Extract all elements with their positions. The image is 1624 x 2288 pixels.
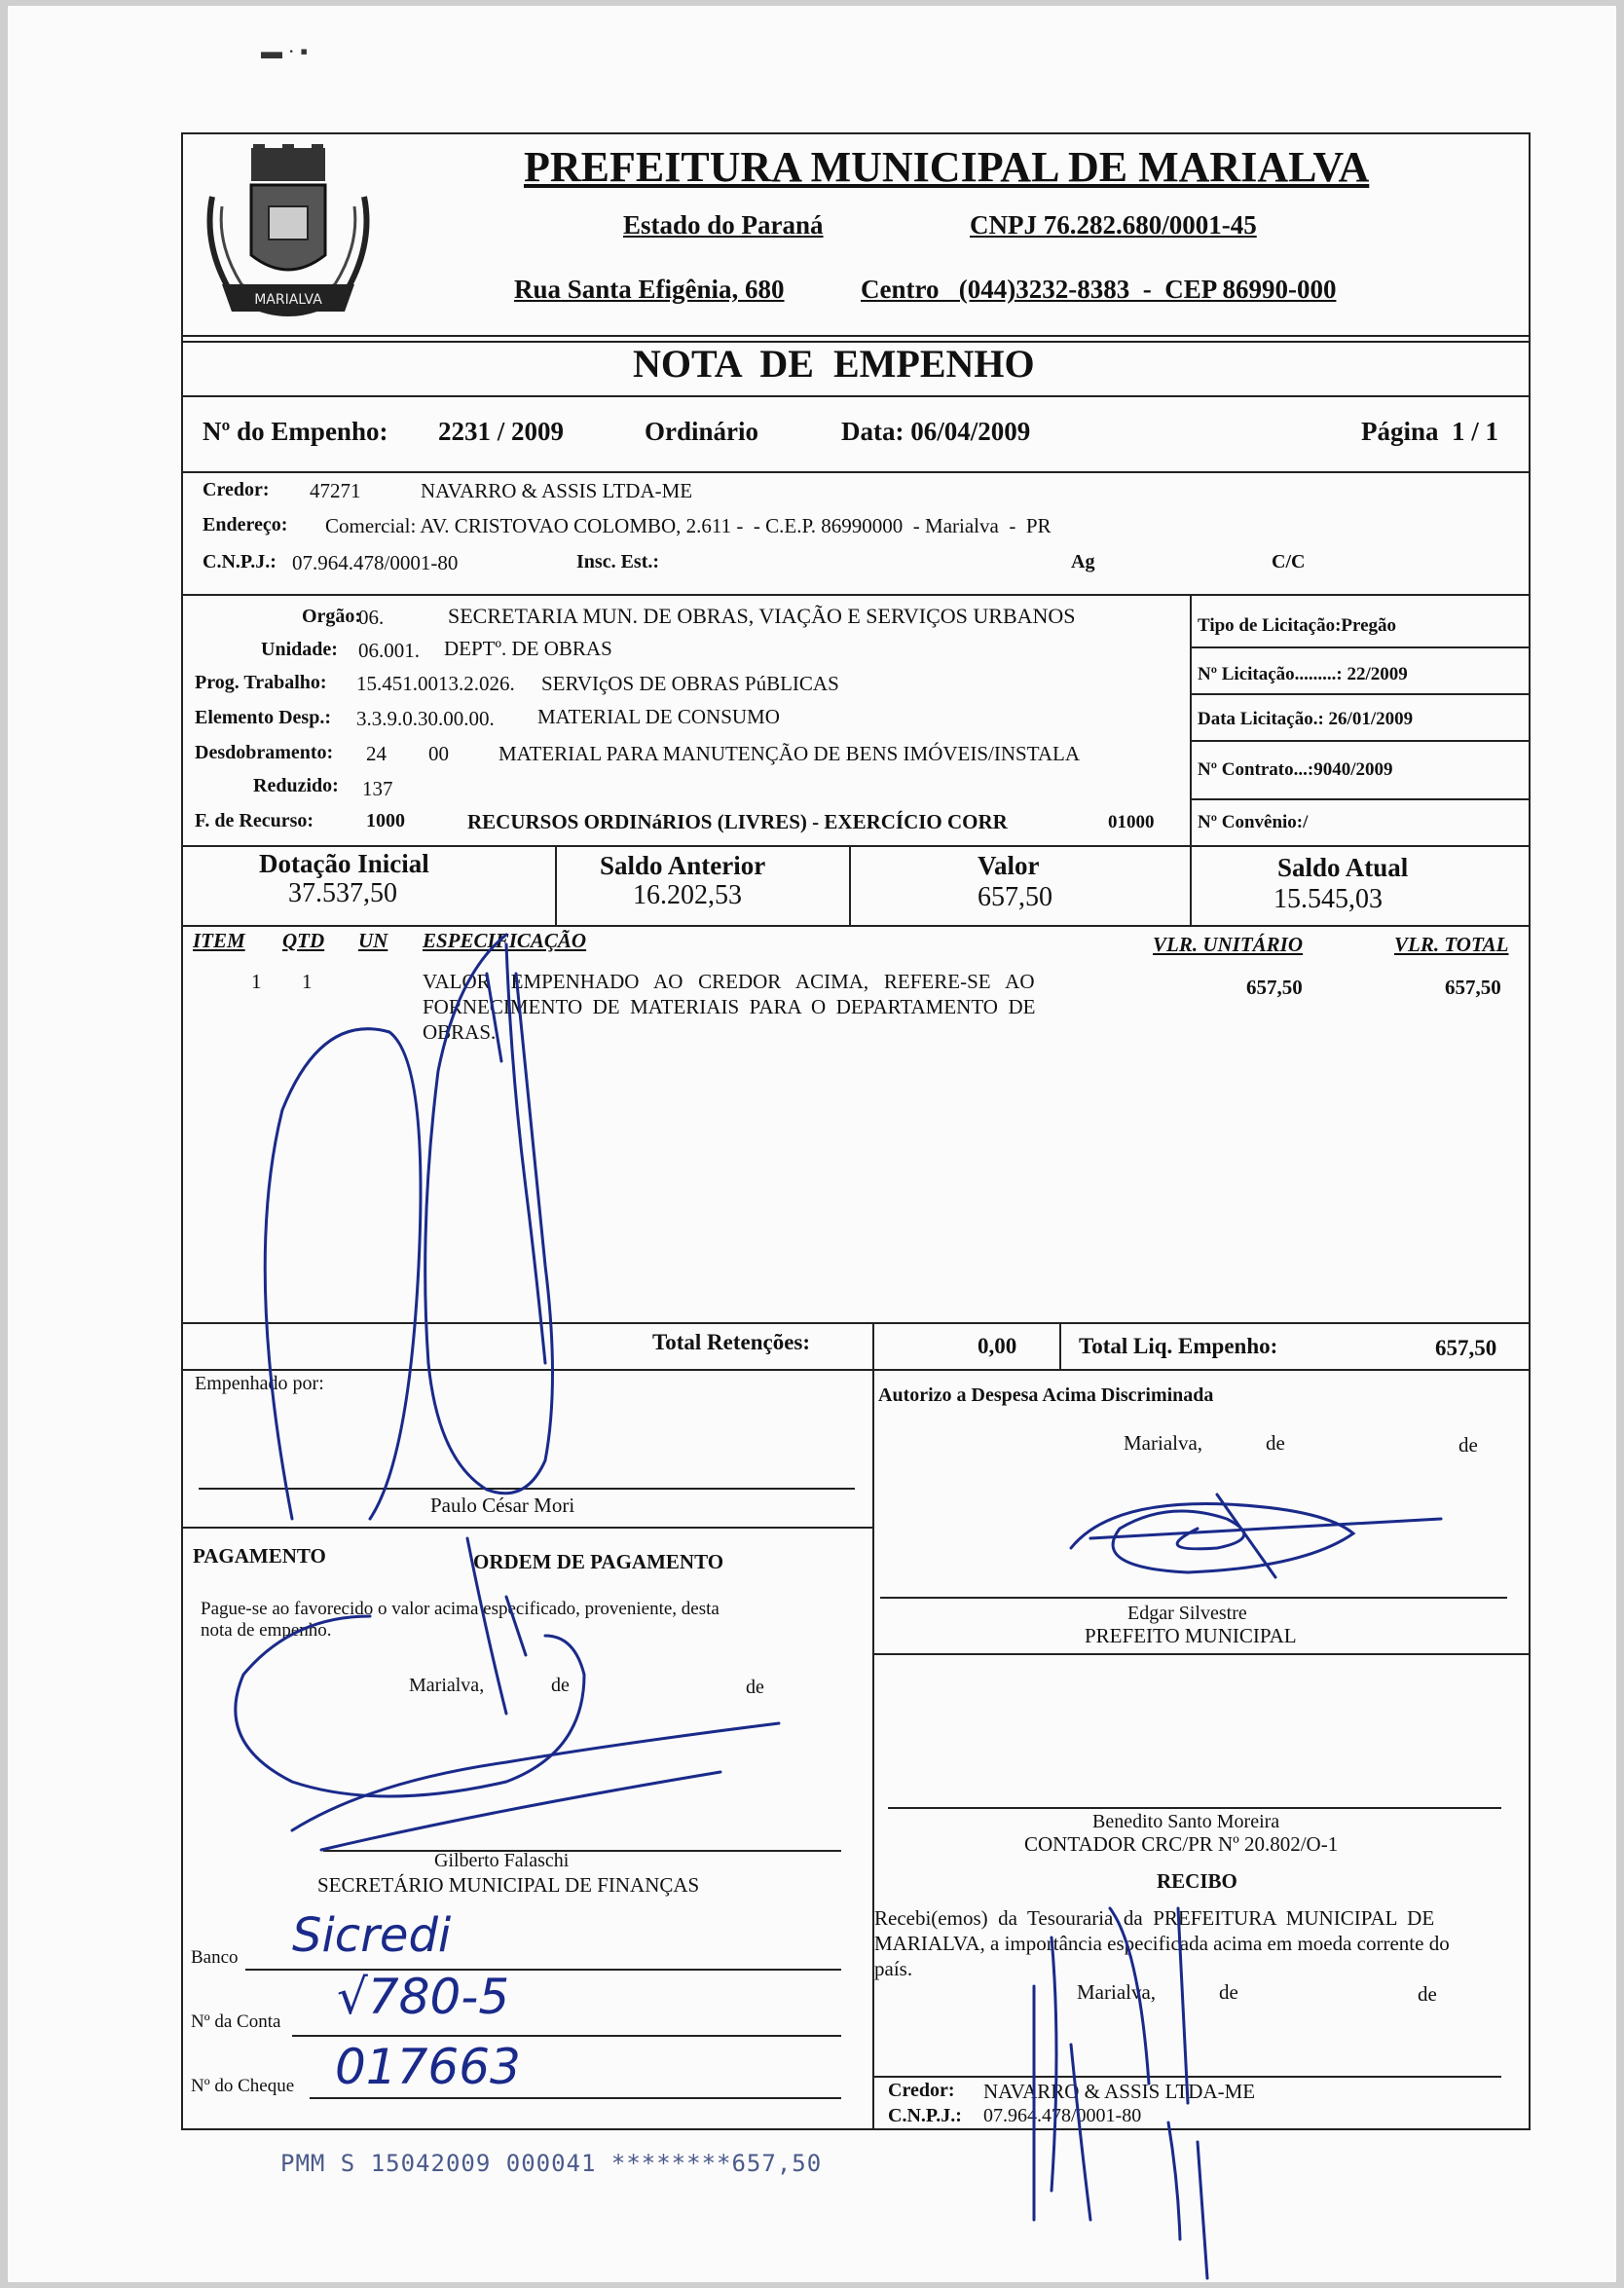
orgao-name: SECRETARIA MUN. DE OBRAS, VIAÇÃO E SERVIÇOS URBANOS	[448, 604, 1076, 628]
insc-label: Insc. Est.:	[576, 551, 660, 572]
prog-code: 15.451.0013.2.026.	[356, 672, 515, 695]
conta-label: Nº da Conta	[191, 2011, 281, 2032]
banco-value: Sicredi	[292, 1908, 452, 1963]
recurso-sub: 01000	[1108, 812, 1155, 832]
empenho-date: Data: 06/04/2009	[841, 417, 1031, 446]
empenhado-name: Paulo César Mori	[430, 1494, 575, 1517]
recibo-text-3: país.	[874, 1957, 913, 1980]
pague-text-1: Pague-se ao favorecido o valor acima especificado, proveniente, desta	[201, 1599, 720, 1619]
header-cnpj: CNPJ 76.282.680/0001-45	[970, 210, 1257, 240]
recibo-cnpj: 07.964.478/0001-80	[983, 2105, 1142, 2126]
empenhado-label: Empenhado por:	[195, 1373, 324, 1394]
autorizo-place: Marialva,	[1124, 1431, 1203, 1455]
liquid-value: 657,50	[1435, 1336, 1497, 1360]
saldo-atual-value: 15.545,03	[1273, 884, 1383, 914]
valor-value: 657,50	[978, 882, 1052, 912]
recibo-de-1: de	[1219, 1980, 1238, 2004]
autorizo-de-1: de	[1266, 1431, 1285, 1455]
empenho-number: 2231 / 2009	[438, 417, 565, 446]
svg-text:MARIALVA: MARIALVA	[254, 292, 322, 308]
endereco-label: Endereço:	[203, 514, 288, 535]
unidade-name: DEPTº. DE OBRAS	[444, 637, 612, 660]
coat-of-arms-icon	[193, 138, 384, 333]
empenho-number-label: Nº do Empenho:	[203, 417, 388, 446]
convenio-number: Nº Convênio:/	[1198, 812, 1309, 832]
cheque-label: Nº do Cheque	[191, 2076, 295, 2096]
desdobramento-b: 00	[428, 742, 449, 765]
pagamento-title: PAGAMENTO	[193, 1544, 326, 1568]
licitacao-data: Data Licitação.: 26/01/2009	[1198, 709, 1414, 729]
row-unit-value: 657,50	[1246, 976, 1303, 999]
col-un-header: UN	[358, 929, 388, 952]
prog-name: SERVIçOS DE OBRAS PúBLICAS	[541, 672, 839, 695]
row-total-value: 657,50	[1445, 976, 1501, 999]
doc-title: NOTA DE EMPENHO	[633, 342, 1035, 386]
licitacao-numero: Nº Licitação.........: 22/2009	[1198, 664, 1408, 684]
col-item-header: ITEM	[193, 929, 245, 952]
mayor-role: PREFEITO MUNICIPAL	[1085, 1624, 1297, 1647]
cc-label: C/C	[1272, 551, 1306, 572]
recibo-de-2: de	[1418, 1982, 1437, 2006]
recurso-label: F. de Recurso:	[195, 810, 314, 831]
saldo-anterior-value: 16.202,53	[633, 880, 742, 910]
autorizo-de-2: de	[1458, 1433, 1478, 1457]
row-spec-3: OBRAS.	[423, 1020, 497, 1044]
retention-value: 0,00	[978, 1334, 1017, 1358]
pague-text-2: nota de empenho.	[201, 1620, 332, 1641]
dotacao-value: 37.537,50	[288, 878, 397, 908]
recurso-name: RECURSOS ORDINáRIOS (LIVRES) - EXERCÍCIO CORR	[467, 810, 1008, 833]
page-number: Página 1 / 1	[1361, 417, 1499, 446]
reduzido-label: Reduzido:	[253, 775, 339, 796]
recurso-code: 1000	[366, 810, 405, 831]
retention-label: Total Retenções:	[652, 1330, 811, 1354]
col-total-header: VLR. TOTAL	[1394, 933, 1509, 956]
unidade-label: Unidade:	[261, 639, 338, 660]
desdobramento-name: MATERIAL PARA MANUTENÇÃO DE BENS IMÓVEIS/INSTALA	[498, 742, 1081, 765]
cnpj-label: C.N.P.J.:	[203, 551, 277, 572]
desdobramento-label: Desdobramento:	[195, 742, 334, 763]
contrato-number: Nº Contrato...:9040/2009	[1198, 759, 1393, 780]
col-unit-header: VLR. UNITÁRIO	[1153, 933, 1304, 956]
autorizo-text: Autorizo a Despesa Acima Discriminada	[878, 1384, 1214, 1406]
recibo-title: RECIBO	[1157, 1869, 1237, 1893]
ordem-title: ORDEM DE PAGAMENTO	[473, 1550, 724, 1573]
saldo-atual-label: Saldo Atual	[1277, 853, 1409, 882]
desdobramento-a: 24	[366, 742, 387, 765]
ag-label: Ag	[1071, 551, 1095, 572]
liquid-label: Total Liq. Empenho:	[1079, 1334, 1278, 1358]
dotacao-label: Dotação Inicial	[259, 849, 429, 878]
pagamento-de-1: de	[551, 1675, 570, 1696]
orgao-label: Orgão:	[302, 606, 362, 627]
licitacao-tipo: Tipo de Licitação:Pregão	[1198, 615, 1397, 636]
credor-label: Credor:	[203, 479, 270, 500]
header-contact: Centro (044)3232-8383 - CEP 86990-000	[861, 275, 1337, 304]
elemento-name: MATERIAL DE CONSUMO	[537, 705, 780, 728]
reduzido-value: 137	[362, 777, 393, 800]
mayor-name: Edgar Silvestre	[1127, 1603, 1247, 1624]
row-spec-2: FORNECIMENTO DE MATERIAIS PARA O DEPARTAMENTO DE	[423, 995, 1036, 1018]
row-item: 1	[251, 970, 262, 993]
elemento-code: 3.3.9.0.30.00.00.	[356, 707, 495, 730]
prog-label: Prog. Trabalho:	[195, 672, 327, 693]
empenho-type: Ordinário	[645, 417, 759, 446]
conta-value: √780-5	[337, 1969, 510, 2025]
payment-stamp: PMM S 15042009 000041 ********657,50	[280, 2150, 823, 2177]
recibo-text-2: MARIALVA, a importância especificada acima em moeda corrente do	[874, 1932, 1450, 1955]
credor-code: 47271	[310, 479, 361, 502]
col-spec-header: ESPECIFICAÇÃO	[423, 929, 587, 952]
cnpj-value: 07.964.478/0001-80	[292, 551, 459, 574]
cheque-value: 017663	[335, 2039, 521, 2095]
credor-name: NAVARRO & ASSIS LTDA-ME	[421, 479, 693, 502]
pagamento-place: Marialva,	[409, 1675, 485, 1696]
secretary-name: Gilberto Falaschi	[434, 1850, 570, 1871]
saldo-anterior-label: Saldo Anterior	[600, 851, 766, 880]
accountant-name: Benedito Santo Moreira	[1092, 1811, 1280, 1832]
recibo-credor-name: NAVARRO & ASSIS LTDA-ME	[983, 2080, 1256, 2103]
orgao-code: 06.	[358, 606, 385, 629]
accountant-role: CONTADOR CRC/PR Nº 20.802/O-1	[1024, 1832, 1339, 1856]
endereco-value: Comercial: AV. CRISTOVAO COLOMBO, 2.611 - - C.E.P. 86990000 - Marialva - PR	[325, 514, 1052, 537]
elemento-label: Elemento Desp.:	[195, 707, 331, 728]
state-name: Estado do Paraná	[623, 210, 824, 240]
recibo-credor-label: Credor:	[888, 2080, 955, 2101]
retention-box	[181, 1322, 1531, 1371]
header-street: Rua Santa Efigênia, 680	[514, 275, 785, 304]
row-spec-1: VALOR EMPENHADO AO CREDOR ACIMA, REFERE-SE AO	[423, 970, 1035, 993]
banco-label: Banco	[191, 1947, 239, 1968]
secretary-role: SECRETÁRIO MUNICIPAL DE FINANÇAS	[317, 1873, 700, 1897]
recibo-cnpj-label: C.N.P.J.:	[888, 2105, 962, 2126]
municipality-title: PREFEITURA MUNICIPAL DE MARIALVA	[524, 143, 1370, 191]
row-qtd: 1	[302, 970, 313, 993]
recibo-place: Marialva,	[1077, 1980, 1157, 2004]
recibo-text-1: Recebi(emos) da Tesouraria da PREFEITURA MUNICIPAL DE	[874, 1906, 1435, 1930]
col-qtd-header: QTD	[282, 929, 325, 952]
unidade-code: 06.001.	[358, 639, 420, 662]
valor-label: Valor	[978, 851, 1040, 880]
scan-mark: ▬ · ▪	[261, 39, 309, 63]
pagamento-de-2: de	[746, 1677, 764, 1698]
